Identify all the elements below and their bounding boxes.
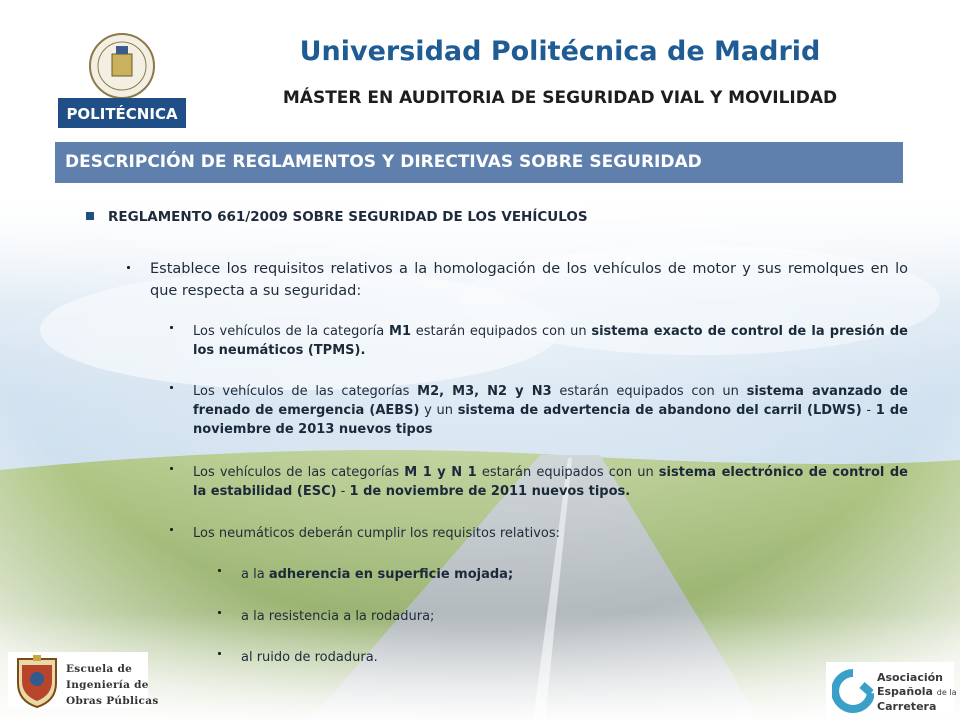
subitem-wet-grip: a la adherencia en superficie mojada; [241, 567, 514, 582]
association-name: Asociación Española de la Carretera [877, 671, 957, 713]
bullet-dot-icon [218, 652, 221, 655]
page-title: Universidad Politécnica de Madrid [299, 36, 821, 67]
item-aebs-ldws: Los vehículos de las categorías M2, M3, N2 y N3 estarán equipados con un sistema avanzado de frenado de emergencia (AEBS) y un sistema de advertencia de abandono del carril (LDWS) - 1 de noviembre de 2013 nuevos tipos [193, 384, 908, 437]
section-heading: DESCRIPCIÓN DE REGLAMENTOS Y DIRECTIVAS SOBRE SEGURIDAD [65, 152, 702, 172]
school-crest-icon [12, 653, 62, 708]
bullet-dot-icon [218, 569, 221, 572]
bullet-dot-icon [170, 467, 173, 470]
page-subtitle: MÁSTER EN AUDITORIA DE SEGURIDAD VIAL Y MOVILIDAD [282, 88, 838, 108]
subitem-rolling-resistance: a la resistencia a la rodadura; [241, 609, 435, 624]
bullet-dot-icon [170, 528, 173, 531]
bullet-dot-icon [170, 386, 173, 389]
item-esc: Los vehículos de las categorías M 1 y N 1 estarán equipados con un sistema electrónico de control de la estabilidad (ESC) - 1 de noviembre de 2011 nuevos tipos. [193, 465, 908, 499]
bullet-dot-icon [170, 326, 173, 329]
bullet-dot-icon [218, 611, 221, 614]
association-logo-icon [832, 667, 874, 717]
school-name: Escuela de Ingeniería de Obras Públicas [66, 663, 159, 707]
intro-paragraph: Establece los requisitos relativos a la homologación de los vehículos de motor y sus remolques en lo que respecta a su seguridad: [150, 261, 908, 299]
item-tyres: Los neumáticos deberán cumplir los requisitos relativos: [193, 526, 560, 541]
section-heading-band [55, 142, 903, 183]
upm-logo [58, 24, 186, 128]
regulation-heading: REGLAMENTO 661/2009 SOBRE SEGURIDAD DE LOS VEHÍCULOS [108, 209, 588, 225]
subitem-rolling-noise: al ruido de rodadura. [241, 650, 378, 665]
item-tpms: Los vehículos de la categoría M1 estarán equipados con un sistema exacto de control de la presión de los neumáticos (TPMS). [193, 324, 908, 358]
svg-text:POLITÉCNICA: POLITÉCNICA [66, 105, 178, 123]
bullet-dot-icon [127, 266, 130, 269]
square-bullet-icon [86, 212, 94, 220]
